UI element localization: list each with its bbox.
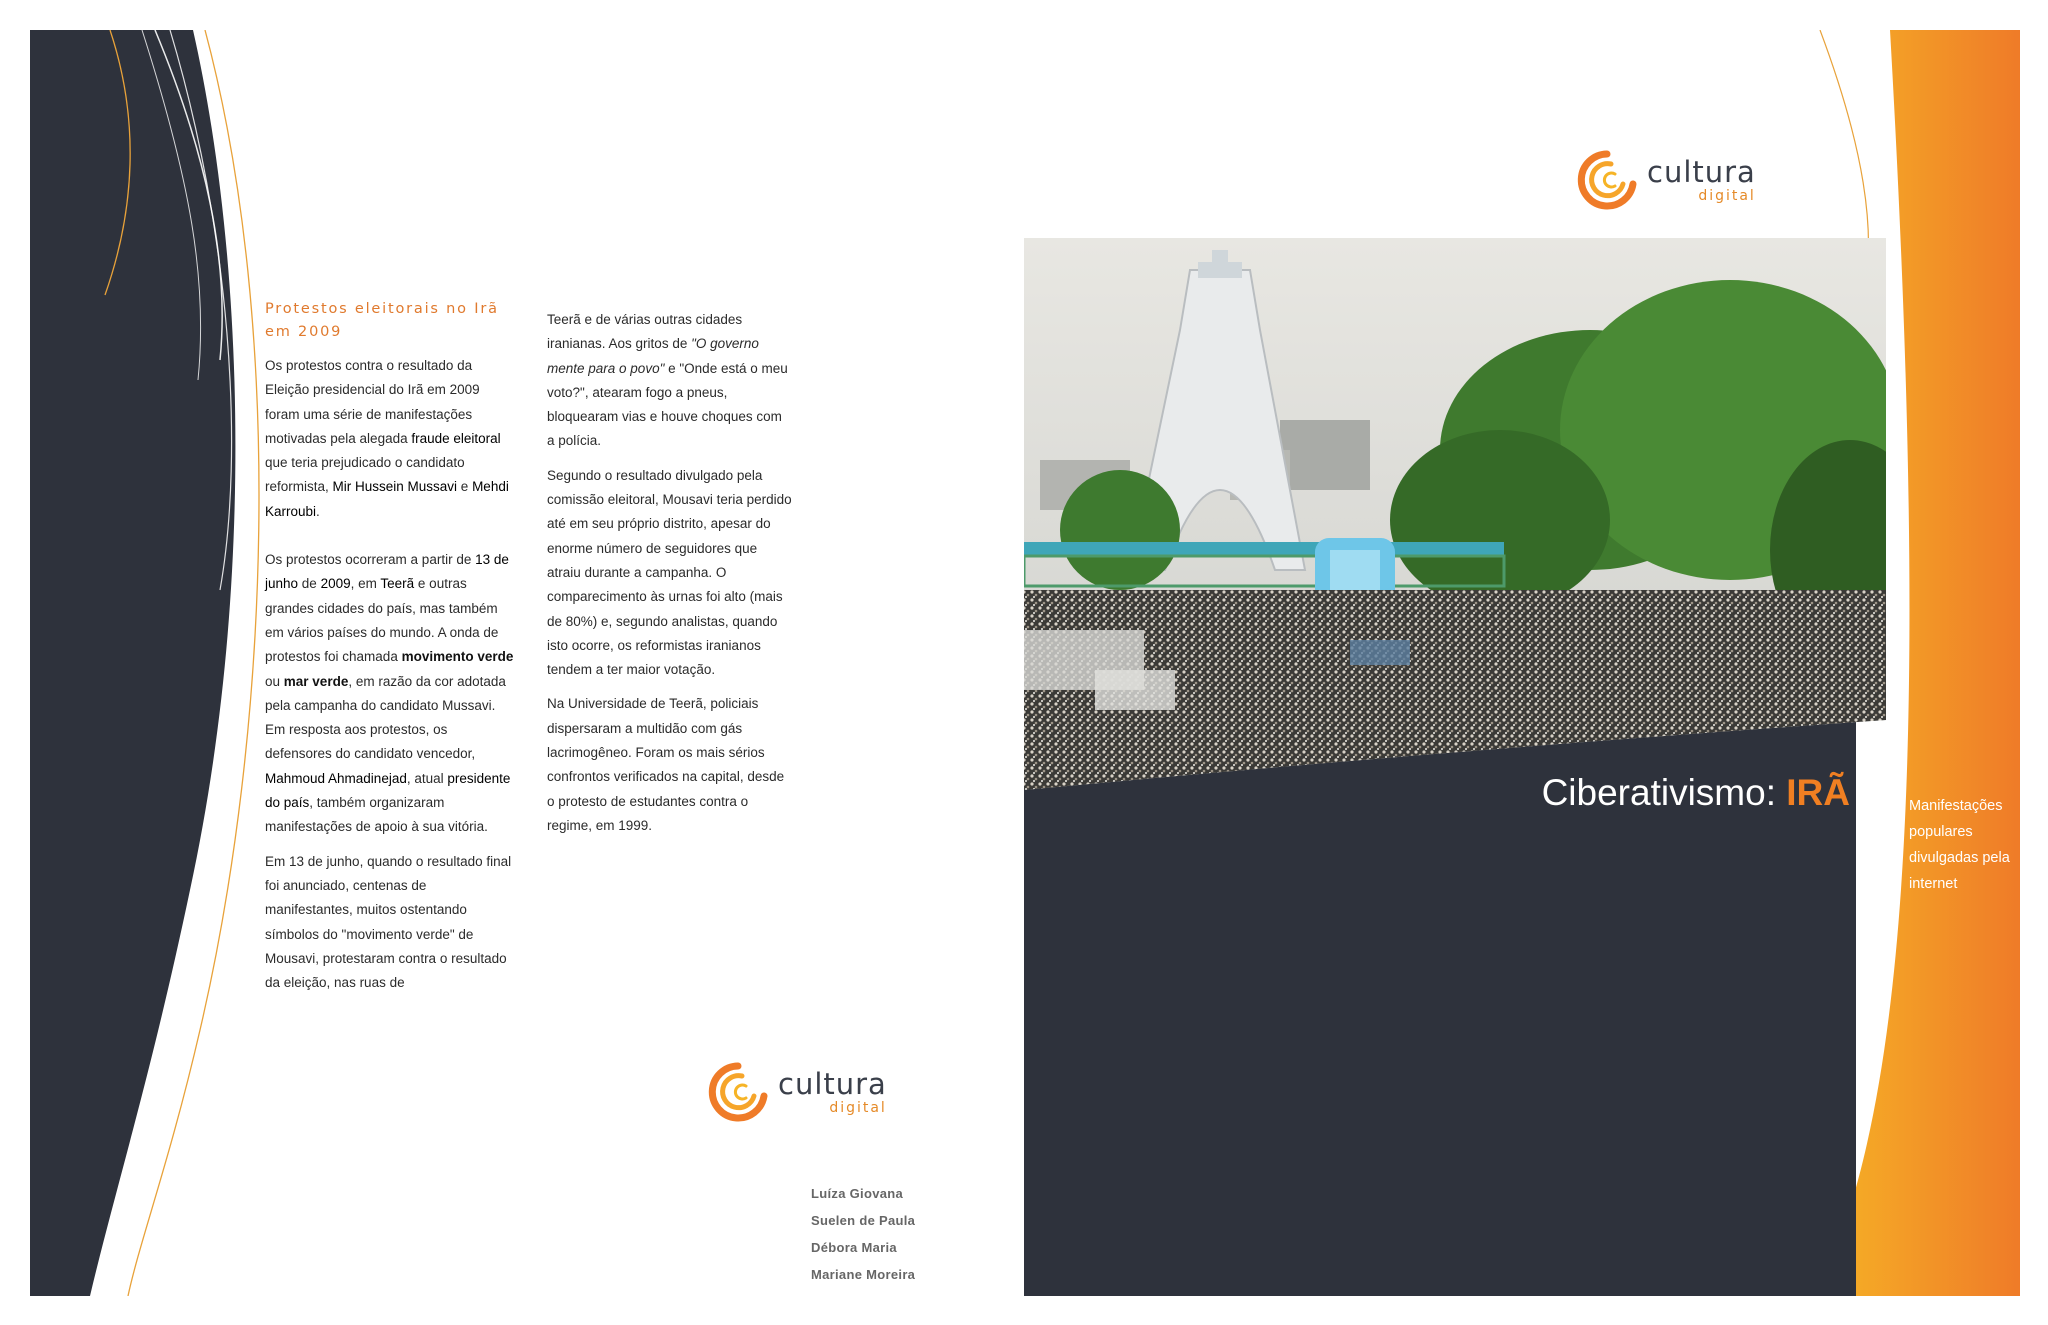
author: Luíza Giovana [811,1186,904,1201]
cultura-digital-logo-icon [706,1060,770,1124]
cultura-digital-logo-icon [1575,148,1639,212]
paragraph-3: Em 13 de junho, quando o resultado final foi anunciado, centenas de manifestantes, muitos ostentando símbolos do "movimento verde" de Mousavi, protestaram contra o resultado da eleição, nas ruas de [265,853,512,991]
brochure-sheet [30,30,2020,1296]
left-dark-swoosh [30,30,235,1296]
section-heading: Protestos eleitorais no Irã em 2009 [265,301,499,340]
brand-name: cultura [778,1066,887,1101]
middle-text-column [547,308,792,848]
paragraph-4: Teerã e de várias outras cidades iranianas. Aos gritos de "O governo mente para o povo" e "Onde está o meu voto?", atearam fogo a pneus, bloquearam vias e houve choques com a polícia. [547,312,788,449]
brand-sub: digital [829,1099,887,1116]
paragraph-5: Segundo o resultado divulgado pela comissão eleitoral, Mousavi teria perdido até em seu próprio distrito, apesar do enorme número de seguidores que atraiu durante a campanha. O comparecimento às urnas foi alto (mais de 80%) e, segundo analistas, quando isto ocorre, os reformistas iranianos tendem a ter maior votação. [547,467,792,678]
paragraph-6: Na Universidade de Teerã, policiais dispersaram a multidão com gás lacrimogêneo. Foram os mais sérios confrontos verificados na capital, desde o protesto de estudantes contra o regime, em 1999. [547,696,785,833]
authors-list [811,1180,915,1288]
paragraph-1: Os protestos contra o resultado da Eleição presidencial do Irã em 2009 foram uma série de manifestações motivadas pela alegada fraude eleitoral que teria prejudicado o candidato reformista, Mir Hussein Mussavi e Mehdi Karroubi. [265,358,509,519]
brand-logo-middle [706,1060,887,1124]
brand-name: cultura [1647,154,1756,189]
crowd-photo [1024,238,1930,810]
brand-sub: digital [1698,187,1756,204]
author: Mariane Moreira [811,1267,916,1282]
cover-tagline: Manifestações populares divulgadas pela internet [1909,798,2010,892]
author: Suelen de Paula [811,1213,916,1228]
brand-logo-top [1575,148,1756,212]
paragraph-2: Os protestos ocorreram a partir de 13 de junho de 2009, em Teerã e outras grandes cidades do país, mas também em vários países do mundo. A onda de protestos foi chamada movimento verde ou mar verde, em razão da cor adotada pela campanha do candidato Mussavi. Em resposta aos protestos, os defensores do candidato vencedor, Mahmoud Ahmadinejad, atual presidente do país, também organizaram manifestações de apoio à sua vitória. [265,552,514,835]
left-text-column [265,354,515,1005]
author: Débora Maria [811,1240,897,1255]
cover-title: Ciberativismo: IRÃ [1541,772,1850,813]
